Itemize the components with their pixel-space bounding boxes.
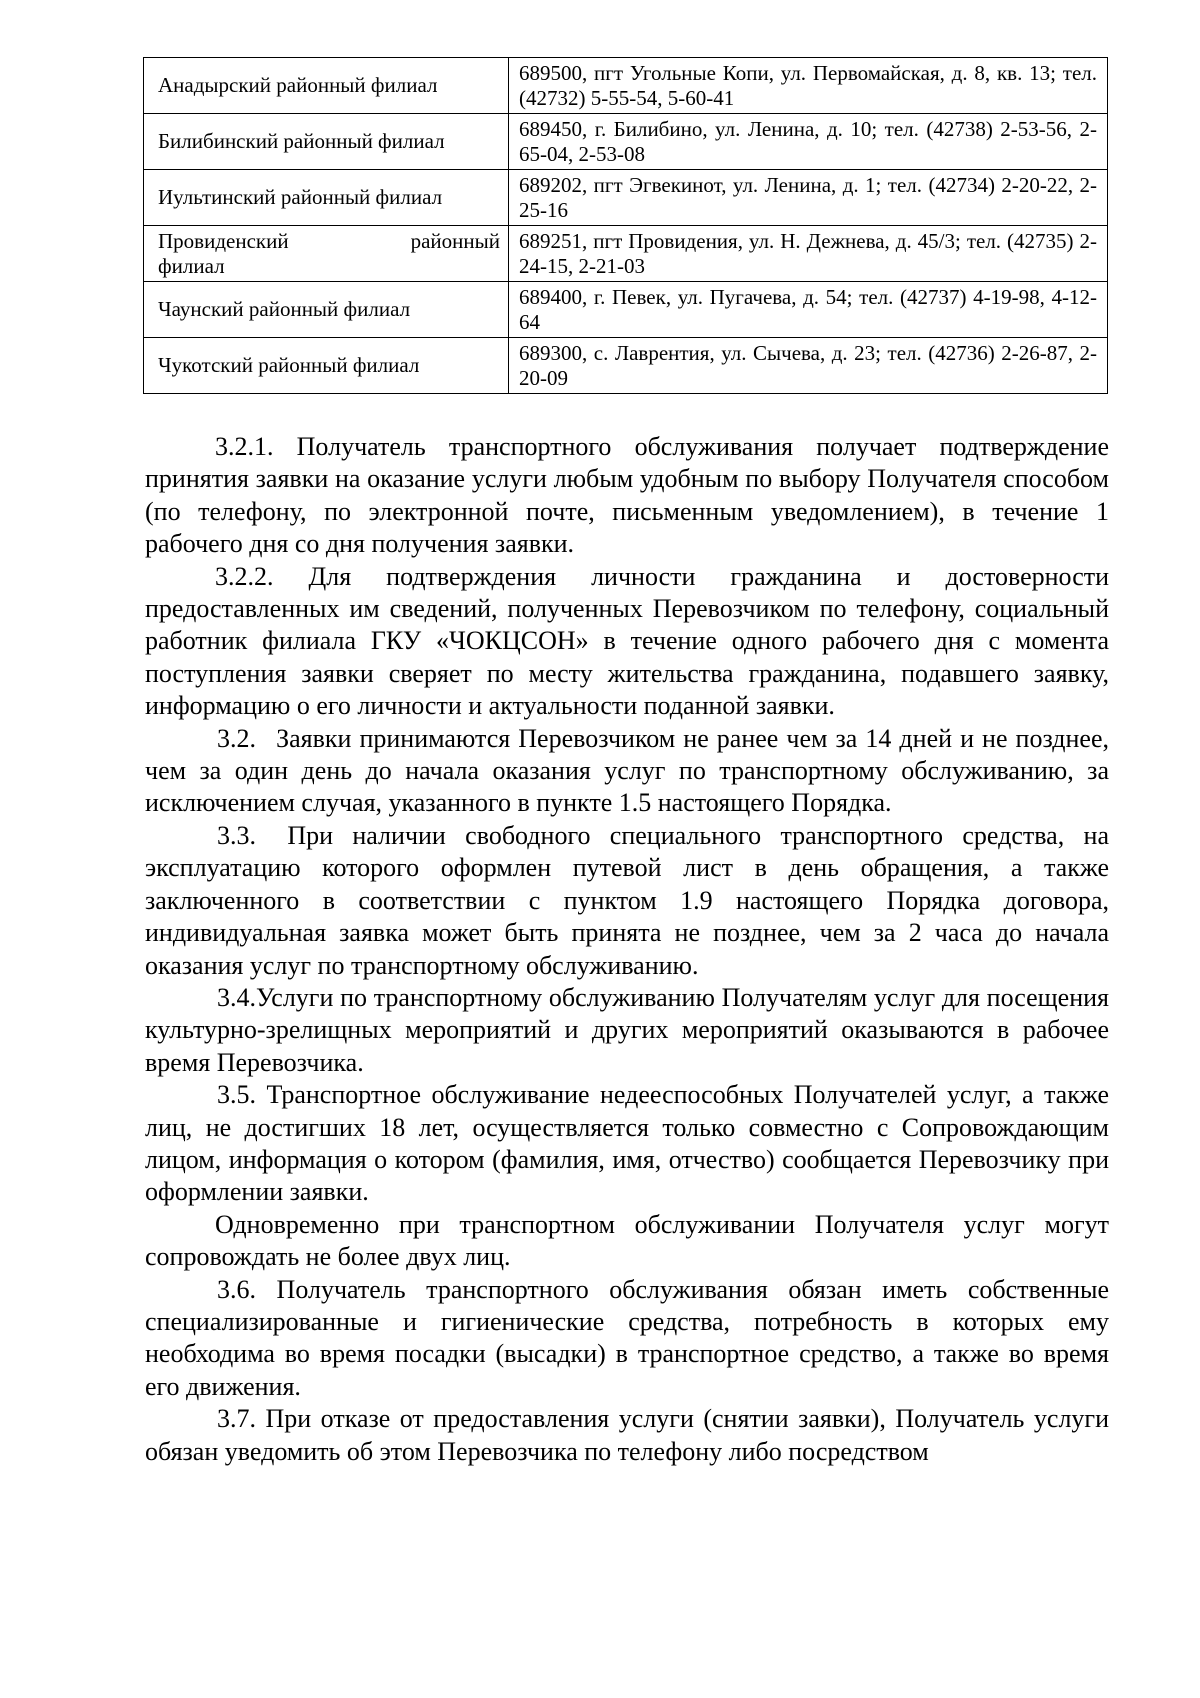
branches-table — [143, 57, 1108, 394]
branch-address: 689500, пгт Угольные Копи, ул. Первомайская, д. 8, кв. 13; тел. (42732) 5-55-54, 5-60-41 — [509, 58, 1108, 114]
paragraph-number: 3.2. — [217, 723, 256, 753]
branch-name-word: районный — [410, 228, 500, 253]
paragraph-text: Услуги по транспортному обслуживанию Получателям услуг для посещения культурно-зрелищных мероприятий и других мероприятий оказываются в рабочее время Перевозчика. — [145, 982, 1109, 1077]
branch-name — [144, 226, 509, 282]
paragraph-3-2-1 — [145, 431, 1109, 561]
branch-address: 689400, г. Певек, ул. Пугачева, д. 54; тел. (42737) 4-19-98, 4-12-64 — [509, 282, 1108, 338]
paragraph-text: Заявки принимаются Перевозчиком не ранее чем за 14 дней и не позднее, чем за один день до начала оказания услуг по транспортному обслуживанию, за исключением случая, указанного в пункте 1.5 настоящего Порядка. — [145, 723, 1109, 818]
branch-name: Чаунский районный филиал — [144, 282, 509, 338]
paragraph-3-5-continued — [145, 1209, 1109, 1274]
paragraph-text: Получатель транспортного обслуживания обязан иметь собственные специализированные и гигиенические средства, потребность в которых ему необходима во время посадки (высадки) в транспортное средство, а также во время его движения. — [145, 1274, 1109, 1401]
table-row — [144, 338, 1108, 394]
paragraph-number: 3.3. — [217, 820, 256, 850]
paragraph-3-6 — [145, 1274, 1109, 1404]
branch-name: Чукотский районный филиал — [144, 338, 509, 394]
paragraph-number: 3.2.2. — [215, 561, 274, 591]
paragraph-3-5 — [145, 1079, 1109, 1209]
table-row — [144, 114, 1108, 170]
paragraph-number: 3.5. — [217, 1080, 256, 1110]
paragraph-text: Одновременно при транспортном обслуживании Получателя услуг могут сопровождать не более двух лиц. — [145, 1209, 1109, 1272]
branch-address: 689251, пгт Провидения, ул. Н. Дежнева, д. 45/3; тел. (42735) 2-24-15, 2-21-03 — [509, 226, 1108, 282]
branch-name: Билибинский районный филиал — [144, 114, 509, 170]
branch-name-line — [158, 229, 500, 254]
branch-name: Анадырский районный филиал — [144, 58, 509, 114]
table-row — [144, 58, 1108, 114]
branch-address: 689450, г. Билибино, ул. Ленина, д. 10; тел. (42738) 2-53-56, 2-65-04, 2-53-08 — [509, 114, 1108, 170]
paragraph-number: 3.7. — [217, 1404, 256, 1434]
table-row — [144, 282, 1108, 338]
branch-address: 689300, с. Лаврентия, ул. Сычева, д. 23; тел. (42736) 2-26-87, 2-20-09 — [509, 338, 1108, 394]
branch-name-line: филиал — [158, 253, 225, 278]
paragraph-text: При наличии свободного специального транспортного средства, на эксплуатацию которого оформлен путевой лист в день обращения, а также заключенного в соответствии с пунктом 1.9 настоящего Порядка договора, индивидуальная заявка может быть принята не позднее, чем за 2 часа до начала оказания услуг по транспортному обслуживанию. — [145, 820, 1109, 980]
paragraph-text: Для подтверждения личности гражданина и достоверности предоставленных им сведений, полученных Перевозчиком по телефону, социальный работник филиала ГКУ «ЧОКЦСОН» в течение одного рабочего дня с момента поступления заявки сверяет по месту жительства гражданина, подавшего заявку, информацию о его личности и актуальности поданной заявки. — [145, 561, 1110, 721]
paragraph-number: 3.2.1. — [215, 432, 274, 461]
branch-name-word: Провиденский — [158, 228, 289, 253]
paragraph-number: 3.4. — [217, 982, 256, 1012]
paragraph-text: Транспортное обслуживание недееспособных Получателей услуг, а также лиц, не достигших 18 лет, осуществляется только совместно с Сопровождающим лицом, информация о котором (фамилия, имя, отчество) сообщается Перевозчику при оформлении заявки. — [145, 1080, 1110, 1207]
paragraph-number: 3.6. — [217, 1274, 256, 1304]
branch-address: 689202, пгт Эгвекинот, ул. Ленина, д. 1; тел. (42734) 2-20-22, 2-25-16 — [509, 170, 1108, 226]
document-body — [145, 431, 1109, 1468]
paragraph-3-2 — [145, 723, 1109, 820]
paragraph-3-4 — [145, 982, 1109, 1079]
paragraph-3-2-2 — [145, 561, 1109, 723]
paragraph-text: При отказе от предоставления услуги (снятии заявки), Получатель услуги обязан уведомить об этом Перевозчика по телефону либо посредством — [145, 1404, 1110, 1466]
branch-name: Иультинский районный филиал — [144, 170, 509, 226]
table-row — [144, 170, 1108, 226]
paragraph-3-3 — [145, 820, 1109, 982]
table-row — [144, 226, 1108, 282]
paragraph-3-7 — [145, 1403, 1109, 1468]
paragraph-text: Получатель транспортного обслуживания получает подтверждение принятия заявки на оказание услуги любым удобным по выбору Получателя способом (по телефону, по электронной почте, письменным уведомлением), в течение 1 рабочего дня со дня получения заявки. — [145, 432, 1110, 559]
